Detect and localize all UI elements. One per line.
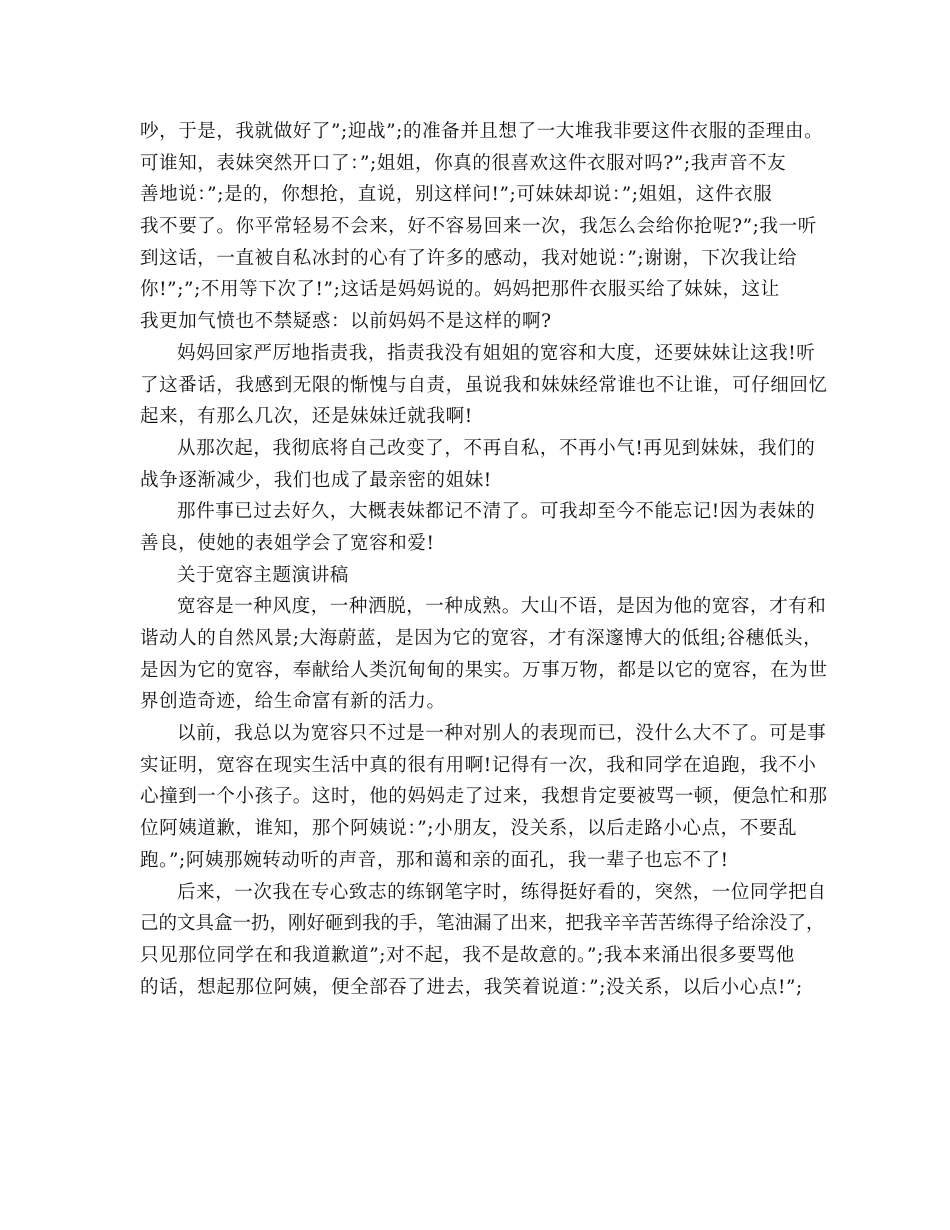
text-line: 我不要了。你平常轻易不会来，好不容易回来一次，我怎么会给你抢呢?”;我一听 (140, 216, 817, 238)
text-line: 位阿姨道歉，谁知，那个阿姨说：”;小朋友，没关系，以后走路小心点，不要乱 (140, 818, 798, 840)
text-line: 实证明，宽容在现实生活中真的很有用啊!记得有一次，我和同学在追跑，我不小 (140, 754, 817, 776)
text-line: 己的文具盒一扔，刚好砸到我的手，笔油漏了出来，把我辛辛苦苦练得子给涂没了， (140, 913, 825, 935)
text-line: 善良，使她的表姐学会了宽容和爱! (140, 532, 435, 554)
text-line: 善地说：”;是的，你想抢，直说，别这样问!”;可妹妹却说：”;姐姐，这件衣服 (140, 184, 773, 206)
text-line: 界创造奇迹，给生命富有新的活力。 (140, 691, 446, 713)
document-body (140, 116, 830, 1003)
text-line: 起来，有那么几次，还是妹妹迁就我啊! (140, 406, 473, 428)
text-line: 后来，一次我在专心致志的练钢笔字时，练得挺好看的，突然，一位同学把自 (177, 881, 827, 903)
text-line: 关于宽容主题演讲稿 (177, 564, 349, 586)
text-line: 宽容是一种风度，一种洒脱，一种成熟。大山不语，是因为他的宽容，才有和 (177, 596, 827, 618)
text-line: 心撞到一个小孩子。这时，他的妈妈走了过来，我想肯定要被骂一顿，便急忙和那 (140, 786, 828, 808)
text-line: 从那次起，我彻底将自己改变了，不再自私，不再小气!再见到妹妹，我们的 (177, 437, 816, 459)
text-line: 谐动人的自然风景;大海蔚蓝，是因为它的宽容，才有深邃博大的低组;谷穗低头， (140, 628, 823, 649)
text-line: 的话，想起那位阿姨，便全部吞了进去，我笑着说道：”;没关系，以后小心点!”; (140, 976, 803, 998)
text-line: 是因为它的宽容，奉献给人类沉甸甸的果实。万事万物，都是以它的宽容，在为世 (140, 659, 828, 681)
text-line: 我更加气愤也不禁疑惑：以前妈妈不是这样的啊? (140, 311, 552, 333)
text-line: 吵，于是，我就做好了”;迎战”;的准备并且想了一大堆我非要这件衣服的歪理由。 (140, 121, 824, 142)
text-line: 只见那位同学在和我道歉道”;对不起，我不是故意的。”;我本来涌出很多要骂他 (140, 944, 795, 966)
text-line: 跑。”;阿姨那婉转动听的声音，那和蔼和亲的面孔，我一辈子也忘不了! (140, 849, 729, 871)
text-line: 那件事已过去好久，大概表妹都记不清了。可我却至今不能忘记!因为表妹的 (177, 501, 816, 523)
text-line: 妈妈回家严厉地指责我，指责我没有姐姐的宽容和大度，还要妹妹让这我!听 (177, 342, 816, 364)
text-line: 了这番话，我感到无限的惭愧与自责，虽说我和妹妹经常谁也不让谁，可仔细回忆 (140, 374, 828, 396)
text-line: 战争逐渐减少，我们也成了最亲密的姐妹! (140, 469, 492, 491)
text-line: 可谁知，表妹突然开口了：”;姐姐，你真的很喜欢这件衣服对吗?”;我声音不友 (140, 152, 787, 174)
text-line: 你!”;”;不用等下次了!”;这话是妈妈说的。妈妈把那件衣服买给了妹妹，这让 (140, 279, 780, 301)
text-line: 到这话，一直被自私冰封的心有了许多的感动，我对她说：”;谢谢，下次我让给 (140, 247, 798, 269)
text-line: 以前，我总以为宽容只不过是一种对别人的表现而已，没什么大不了。可是事 (177, 723, 827, 745)
